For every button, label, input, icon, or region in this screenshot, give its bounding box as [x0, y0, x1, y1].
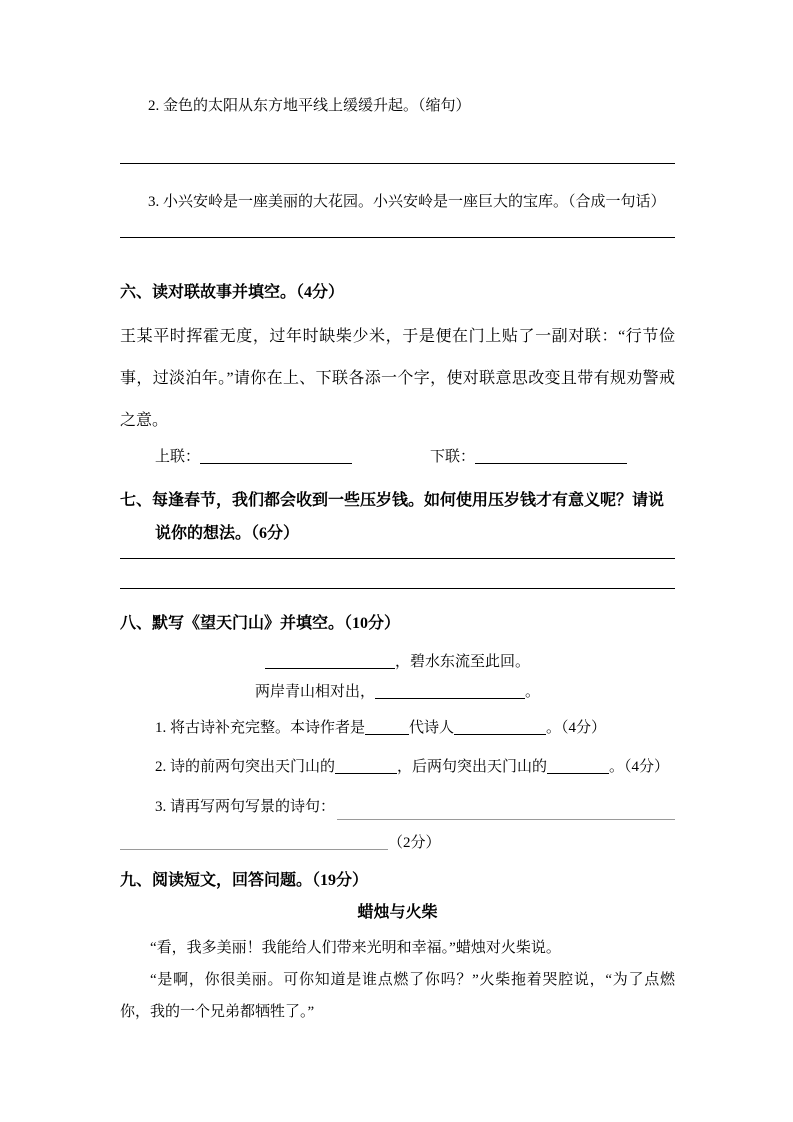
section-7-heading: 七、每逢春节，我们都会收到一些压岁钱。如何使用压岁钱才有意义呢？请说说你的想法。（6分） — [120, 492, 665, 542]
q1-blank-poet[interactable] — [454, 718, 546, 735]
poem-line-1 — [120, 647, 675, 677]
answer-line[interactable] — [120, 237, 675, 238]
section-6-heading: 六、读对联故事并填空。（4分） — [120, 284, 345, 301]
section-8-heading: 八、默写《望天门山》并填空。（10分） — [120, 615, 401, 632]
poem-line-2 — [120, 677, 675, 707]
passage-paragraph-1: “看，我多美丽！我能给人们带来光明和幸福。”蜡烛对火柴说。 — [150, 940, 561, 956]
answer-line[interactable] — [120, 163, 675, 164]
answer-line[interactable] — [120, 558, 675, 559]
question-5-item-2 — [120, 93, 675, 119]
q2-blank-first[interactable] — [335, 757, 397, 774]
answer-line[interactable] — [120, 588, 675, 589]
poem-line-1-text: ，碧水东流至此回。 — [394, 654, 530, 670]
q3-answer-blank-1[interactable] — [337, 799, 675, 820]
poem-blank-2[interactable] — [375, 682, 525, 699]
sub-question-2 — [120, 754, 675, 780]
sub-q1-text-2: 代诗人 — [409, 720, 455, 736]
upper-couplet-label: 上联： — [155, 449, 201, 465]
sub-q1-text-1: 1. 将古诗补充完整。本诗作者是 — [155, 720, 366, 736]
section-9-heading: 九、阅读短文，回答问题。（19分） — [120, 872, 369, 889]
poem-line-2-text: 两岸青山相对出， — [254, 684, 375, 700]
q2-blank-second[interactable] — [547, 757, 609, 774]
poem-line-2-period: 。 — [525, 684, 541, 700]
passage-title: 蜡烛与火柴 — [357, 904, 438, 921]
couplet-row — [120, 442, 675, 472]
q3-answer-blank-2[interactable] — [120, 833, 388, 850]
sub-q2-text-3: 。（4分） — [609, 759, 670, 775]
lower-couplet-blank[interactable] — [475, 447, 627, 464]
sub-q2-text-1: 2. 诗的前两句突出天门山的 — [155, 759, 336, 775]
question-5-item-3 — [120, 189, 675, 215]
passage-paragraph-2: “是啊，你很美丽。可你知道是谁点燃了你吗？”火柴拖着哭腔说，“为了点燃你，我的一个兄弟都牺牲了。” — [120, 972, 675, 1020]
poem-blank-1[interactable] — [265, 652, 395, 669]
question-5-item-3-text: 3. 小兴安岭是一座美丽的大花园。小兴安岭是一座巨大的宝库。（合成一句话） — [148, 194, 666, 210]
sub-q1-text-3: 。（4分） — [546, 720, 607, 736]
sub-q2-text-2: ，后两句突出天门山的 — [397, 759, 548, 775]
sub-q3-text: 3. 请再写两句写景的诗句： — [155, 799, 336, 815]
sub-question-1 — [120, 715, 675, 741]
upper-couplet-blank[interactable] — [200, 447, 352, 464]
q3-score-label: （2分） — [388, 835, 441, 851]
lower-couplet-label: 下联： — [430, 449, 476, 465]
q1-blank-dynasty[interactable] — [365, 718, 409, 735]
sub-question-3 — [120, 794, 675, 820]
question-5-item-2-text: 2. 金色的太阳从东方地平线上缓缓升起。（缩句） — [148, 98, 471, 114]
section-6-story: 王某平时挥霍无度，过年时缺柴少米，于是便在门上贴了一副对联：“行节俭事，过淡泊年。”请你在上、下联各添一个字，使对联意思改变且带有规劝警戒之意。 — [120, 328, 675, 429]
q3-answer-continuation — [120, 830, 675, 856]
